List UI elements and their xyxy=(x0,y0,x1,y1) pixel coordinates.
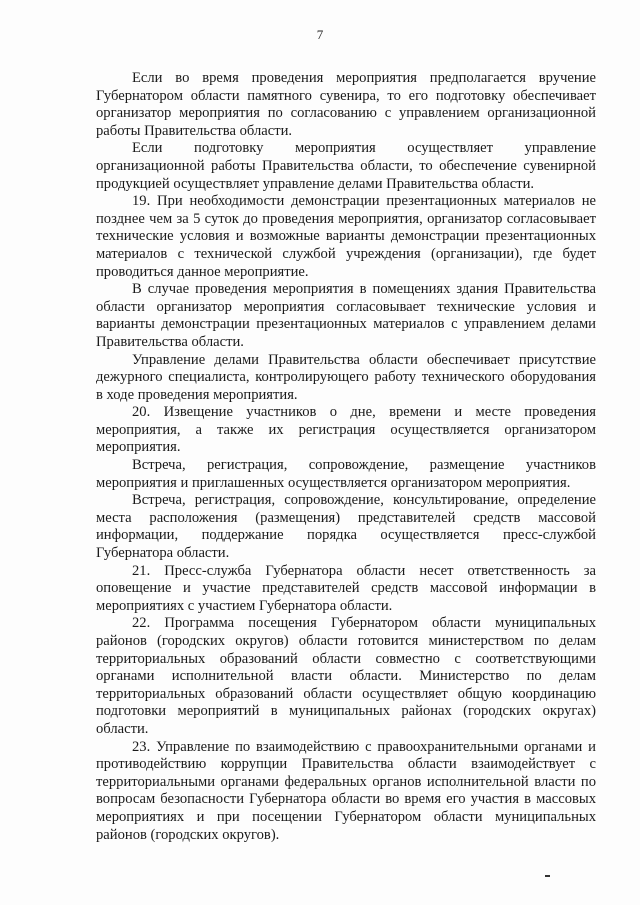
paragraph-20-press: Встреча, регистрация, сопровождение, консультирование, определение места расположения (размещения) представителей средств массовой информации, поддержание порядка осуществляется пресс-службой Губернатора области. xyxy=(96,492,596,562)
paragraph-souvenir: Если во время проведения мероприятия предполагается вручение Губернатором области памятного сувенира, то его подготовку обеспечивает организатор мероприятия по согласованию с управлением организационной работы Правительства области. xyxy=(96,70,596,139)
paragraph-21: 21. Пресс-служба Губернатора области несет ответственность за оповещение и участие представителей средств массовой информации в мероприятиях с участием Губернатора области. xyxy=(96,562,596,614)
document-body xyxy=(96,70,596,844)
scan-mark xyxy=(545,875,550,877)
paragraph-19-building: В случае проведения мероприятия в помещениях здания Правительства области организатор мероприятия согласовывает технические условия и варианты демонстрации презентационных материалов с управлением делами Правительства области. xyxy=(96,281,596,350)
paragraph-souvenir-org: Если подготовку мероприятия осуществляет управление организационной работы Правительства области, то обеспечение сувенирной продукцией осуществляет управление делами Правительства области. xyxy=(96,140,596,192)
paragraph-20-meeting: Встреча, регистрация, сопровождение, размещение участников мероприятия и приглашенных осуществляется организатором мероприятия. xyxy=(96,457,596,491)
paragraph-23: 23. Управление по взаимодействию с правоохранительными органами и противодействию коррупции Правительства области взаимодействует с территориальными органами федеральных органов исполнительной власти по вопросам безопасности Губернатора области во время его участия в массовых мероприятиях и при посещении Губернатором области муниципальных районов (городских округов). xyxy=(96,738,596,843)
paragraph-19-duty: Управление делами Правительства области обеспечивает присутствие дежурного специалиста, контролирующего работу технического оборудования в ходе проведения мероприятия. xyxy=(96,351,596,403)
paragraph-19: 19. При необходимости демонстрации презентационных материалов не позднее чем за 5 суток до проведения мероприятия, организатор согласовывает технические условия и возможные варианты демонстрации презентационных материалов с технической службой учреждения (организации), где будет проводиться данное мероприятие. xyxy=(96,193,596,280)
page-number: 7 xyxy=(316,27,324,42)
paragraph-22: 22. Программа посещения Губернатором области муниципальных районов (городских округов) области готовится министерством по делам территориальных образований области совместно с соответствующими органами исполнительной власти области. Министерство по делам территориальных образований области осуществляет общую координацию подготовки мероприятий в муниципальных районах (городских округах) области. xyxy=(96,615,596,737)
paragraph-20: 20. Извещение участников о дне, времени и месте проведения мероприятия, а также их регистрация осуществляется организатором мероприятия. xyxy=(96,404,596,456)
